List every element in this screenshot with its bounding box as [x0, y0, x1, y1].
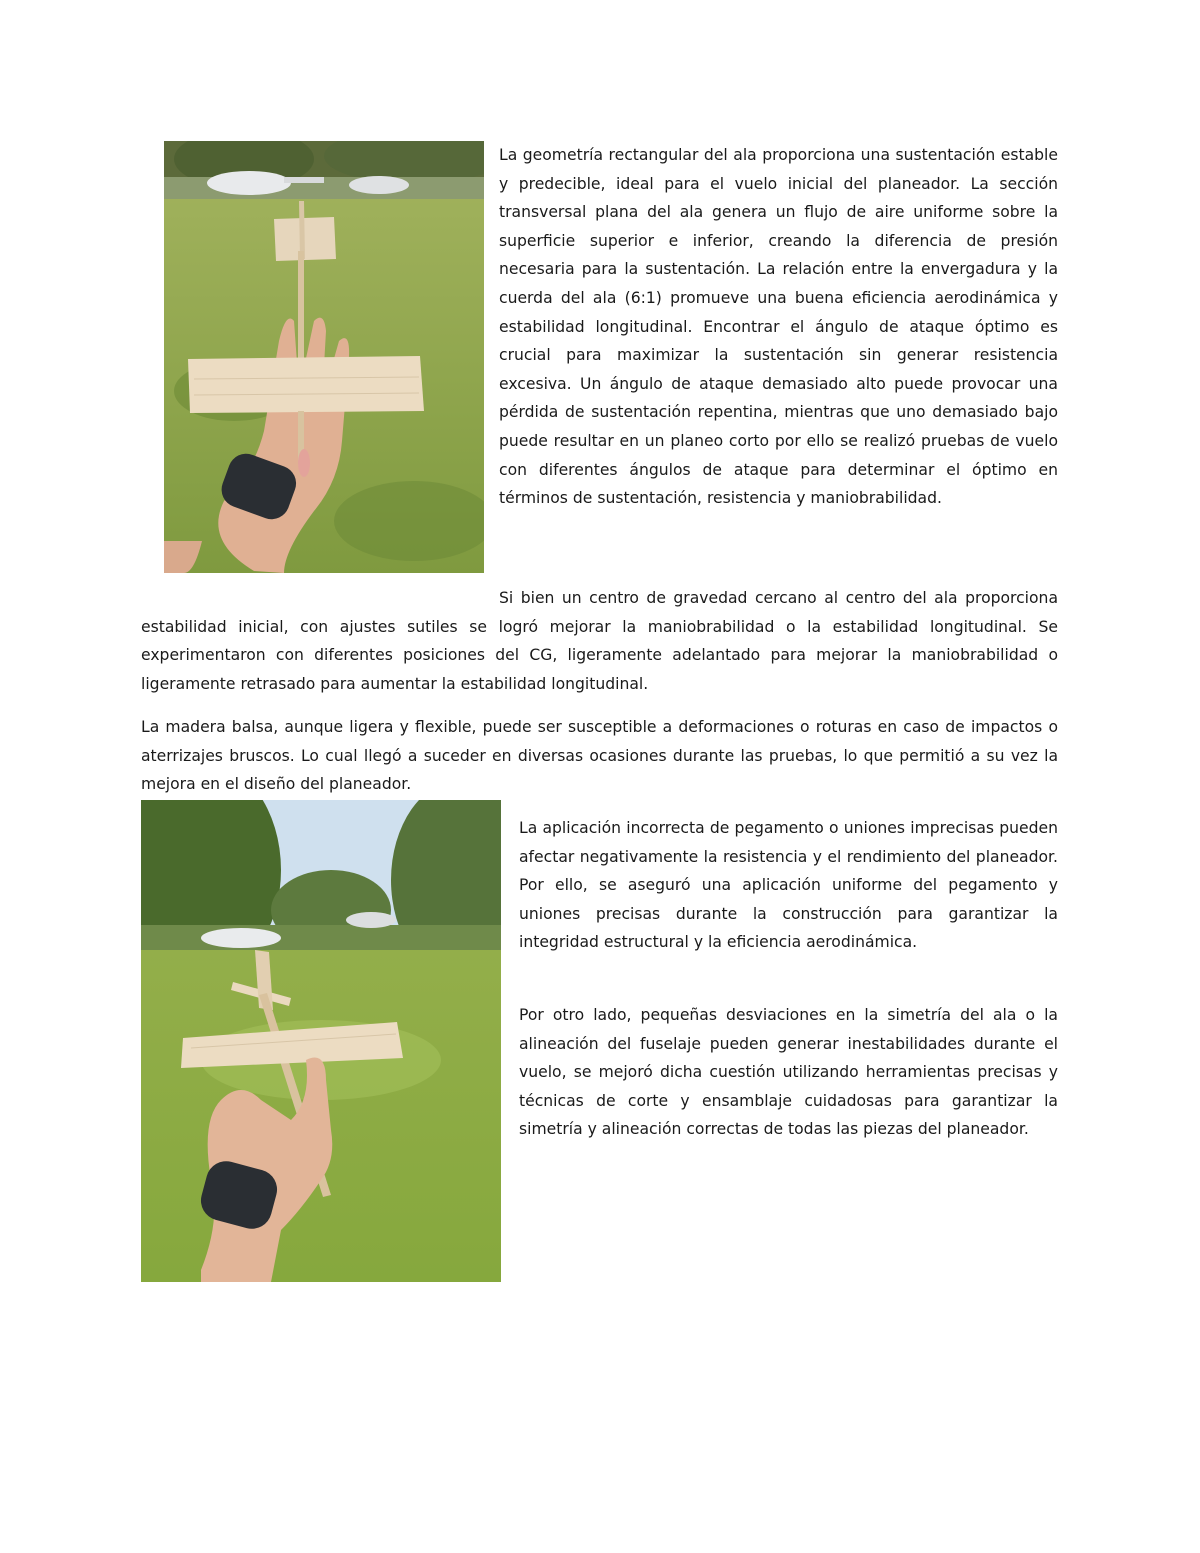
paragraph-center-of-gravity: Si bien un centro de gravedad cercano al centro del ala proporciona estabilidad inicial, con ajustes sutiles se logró mejorar la maniobrabilidad o la estabilidad longitudinal. Se experimentaron con diferentes posiciones del CG, ligeramente adelantado para mejorar la maniobrabilidad o ligeramente retrasado para aumentar la estabilidad longitudinal.	[141, 589, 1058, 693]
paragraph-balsa-wood: La madera balsa, aunque ligera y flexible, puede ser susceptible a deformaciones o roturas en caso de impactos o aterrizajes bruscos. Lo cual llegó a suceder en diversas ocasiones durante las pruebas, lo que permitió a su vez la mejora en el diseño del planeador.	[141, 718, 1058, 794]
glider-photo-top	[164, 141, 484, 573]
paragraph-wing-geometry: La geometría rectangular del ala proporciona una sustentación estable y predecible, ideal para el vuelo inicial del planeador. La sección transversal plana del ala genera un flujo de aire uniforme sobre la superficie superior e inferior, creando la diferencia de presión necesaria para la sustentación. La relación entre la envergadura y la cuerda del ala (6:1) promueve una buena eficiencia aerodinámica y estabilidad longitudinal. Encontrar el ángulo de ataque óptimo es crucial para maximizar la sustentación sin generar resistencia excesiva. Un ángulo de ataque demasiado alto puede provocar una pérdida de sustentación repentina, mientras que uno demasiado bajo puede resultar en un planeo corto por ello se realizó pruebas de vuelo con diferentes ángulos de ataque para determinar el óptimo en términos de sustentación, resistencia y maniobrabilidad.	[499, 146, 1058, 508]
glider-photo-icon	[141, 800, 501, 1282]
paragraph-glue-application: La aplicación incorrecta de pegamento o uniones imprecisas pueden afectar negativamente la resistencia y el rendimiento del planeador. Por ello, se aseguró una aplicación uniforme del pegamento y uniones precisas durante la construcción para garantizar la integridad estructural y la eficiencia aerodinámica.	[519, 819, 1058, 952]
glider-photo-bottom	[141, 800, 501, 1282]
glider-photo-icon	[164, 141, 484, 573]
paragraph-symmetry-alignment: Por otro lado, pequeñas desviaciones en la simetría del ala o la alineación del fuselaje pueden generar inestabilidades durante el vuelo, se mejoró dicha cuestión utilizando herramientas precisas y técnicas de corte y ensamblaje cuidadosas para garantizar la simetría y alineación correctas de todas las piezas del planeador.	[519, 1006, 1058, 1139]
